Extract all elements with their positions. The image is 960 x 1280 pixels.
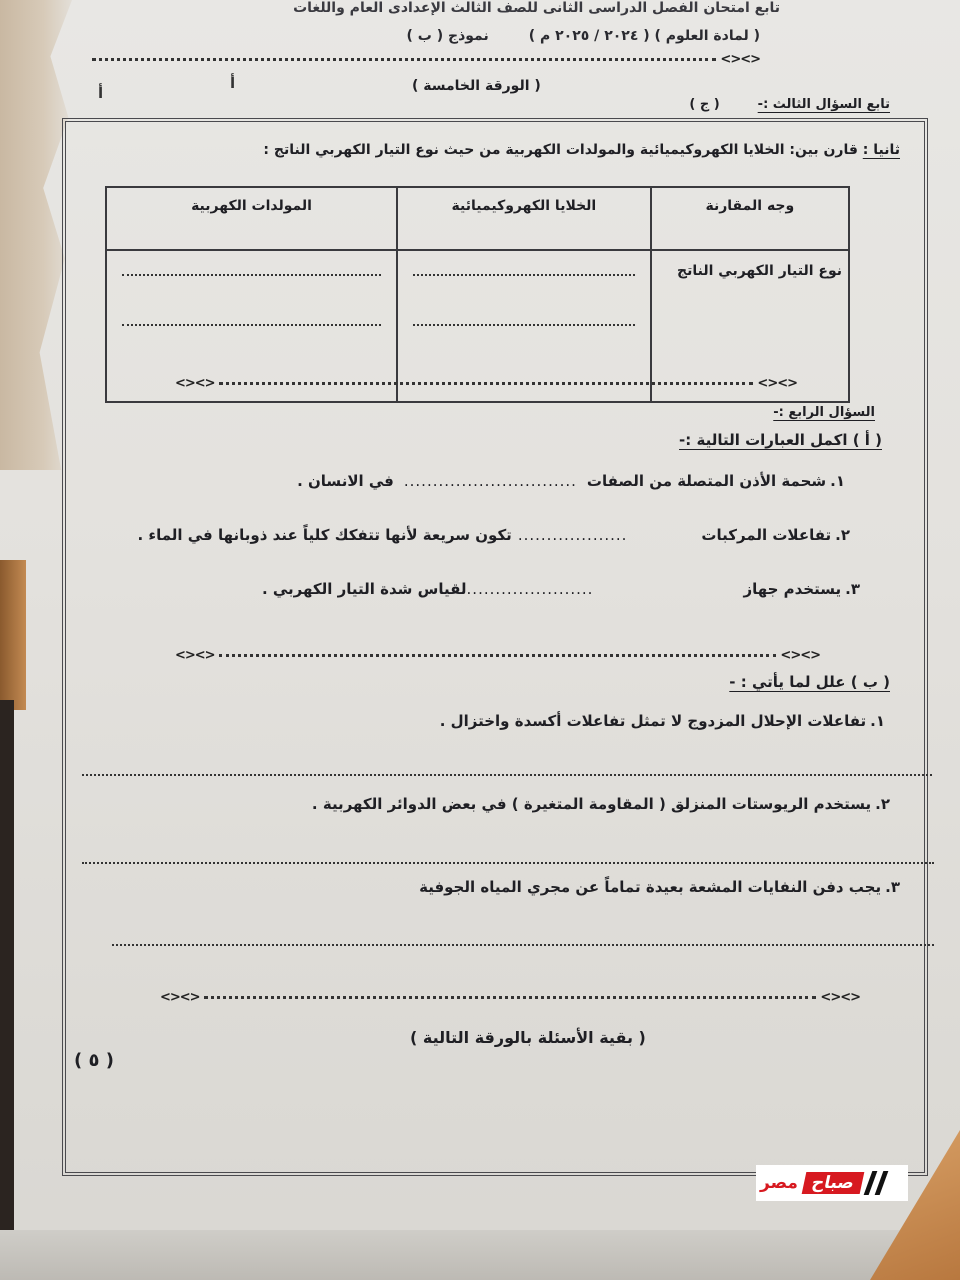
table-header-row (106, 187, 849, 250)
sheet-label: ( الورقة الخامسة ) (412, 78, 541, 94)
fill-blank-item (137, 526, 850, 544)
divider-dots (219, 654, 777, 657)
item-number: ١. (830, 472, 845, 490)
section-divider (175, 376, 797, 391)
question3-continuation: تابع السؤال الثالث :- (757, 97, 890, 112)
item-text: يجب دفن النفايات المشعة بعيدة تماماً عن مجري المياه الجوفية (419, 878, 882, 896)
continue-note: ( بقية الأسئلة بالورقة التالية ) (410, 1028, 646, 1047)
instruction-text: قارن بين: الخلايا الكهروكيميائية والمولدات الكهربية من حيث نوع التيار الكهربي الناتج : (263, 142, 858, 158)
divider-mark: <><> (175, 376, 215, 391)
item-text: لقياس شدة التيار الكهربي . (261, 580, 467, 598)
divider-dots (204, 996, 817, 999)
exam-model: نموذج ( ب ) (406, 28, 489, 44)
part-a-title: ( أ ) اكمل العبارات التالية :- (679, 431, 882, 449)
item-text: يستخدم جهاز (743, 580, 842, 598)
answer-dotted-line (122, 324, 381, 326)
desk-wood-left (0, 560, 26, 710)
answer-dotted-line (122, 274, 381, 276)
divider-mark: <><> (780, 648, 820, 663)
desk-shadow-left (0, 700, 14, 1280)
divider-mark: <><> (160, 990, 200, 1005)
exam-header-line: تابع امتحان الفصل الدراسى الثانى للصف الثالث الإعدادى العام واللغات (293, 0, 780, 16)
blank-dots: ................... (517, 526, 628, 544)
logo-word-misr: مصر (760, 1173, 798, 1193)
answer-dotted-line (413, 324, 635, 326)
question3-heading (689, 97, 890, 112)
comparison-table (105, 186, 850, 403)
question4-title: السؤال الرابع :- (773, 405, 875, 420)
blank-dots: ...................... (466, 580, 594, 598)
table-row-label: نوع التيار الكهربي الناتج (651, 250, 849, 402)
divider-dots (219, 382, 754, 385)
item-number: ٢. (835, 526, 850, 544)
answer-dotted-line (413, 274, 635, 276)
divider-mark: <><> (175, 648, 215, 663)
item-number: ٢. (875, 795, 890, 813)
instruction-label: ثانيا : (862, 142, 900, 158)
item-number: ٣. (845, 580, 860, 598)
subject-and-year: ( لمادة العلوم ) ( ٢٠٢٤ / ٢٠٢٥ م ) (528, 28, 760, 44)
item-number: ٣. (885, 878, 900, 896)
divider-mark: <><> (757, 376, 797, 391)
watermark-logo (756, 1165, 908, 1201)
answer-dotted-line (82, 774, 932, 776)
divider-mark: <><> (720, 52, 760, 67)
reason-item (419, 878, 900, 896)
item-text: يستخدم الريوستات المنزلق ( المقاومة المتغيرة ) في بعض الدوائر الكهربية . (311, 795, 872, 813)
item-text: تفاعلات المركبات (701, 526, 832, 544)
corner-mark: أ (230, 74, 236, 92)
divider-mark: <><> (820, 990, 860, 1005)
fill-blank-item (297, 472, 845, 490)
item-text: شحمة الأذن المتصلة من الصفات (586, 472, 827, 490)
part-b-title: ( ب ) علل لما يأتي : - (729, 673, 890, 691)
reason-item (312, 795, 890, 813)
corner-mark: أ (98, 84, 104, 102)
reason-item (440, 712, 885, 730)
item-text: في الانسان . (297, 472, 394, 490)
table-header-cell: وجه المقارنة (651, 187, 849, 250)
blank-dots: .............................. (403, 472, 577, 490)
header-divider (88, 52, 760, 67)
question3-part: ( ج ) (689, 97, 720, 112)
item-text: تفاعلات الإحلال المزدوج لا تمثل تفاعلات أكسدة واختزال . (439, 712, 867, 730)
item-number: ١. (870, 712, 885, 730)
divider-dots (92, 58, 716, 61)
answer-dotted-line (82, 862, 934, 864)
logo-slash-icon (875, 1171, 889, 1195)
answer-dotted-line (112, 944, 934, 946)
paper-bottom-shadow (0, 1230, 960, 1280)
table-header-cell: الخلايا الكهروكيميائية (397, 187, 651, 250)
exam-subject-line (407, 28, 760, 44)
page-number: ( ٥ ) (74, 1050, 114, 1071)
section-divider (160, 990, 860, 1005)
logo-word-sabah: صباح (802, 1172, 865, 1194)
section-divider (175, 648, 820, 663)
item-text: تكون سريعة لأنها تتفكك كلياً عند ذوبانها في الماء . (137, 526, 512, 544)
question3-instruction (263, 142, 900, 158)
table-header-cell: المولدات الكهربية (106, 187, 397, 250)
fill-blank-item (262, 580, 860, 598)
